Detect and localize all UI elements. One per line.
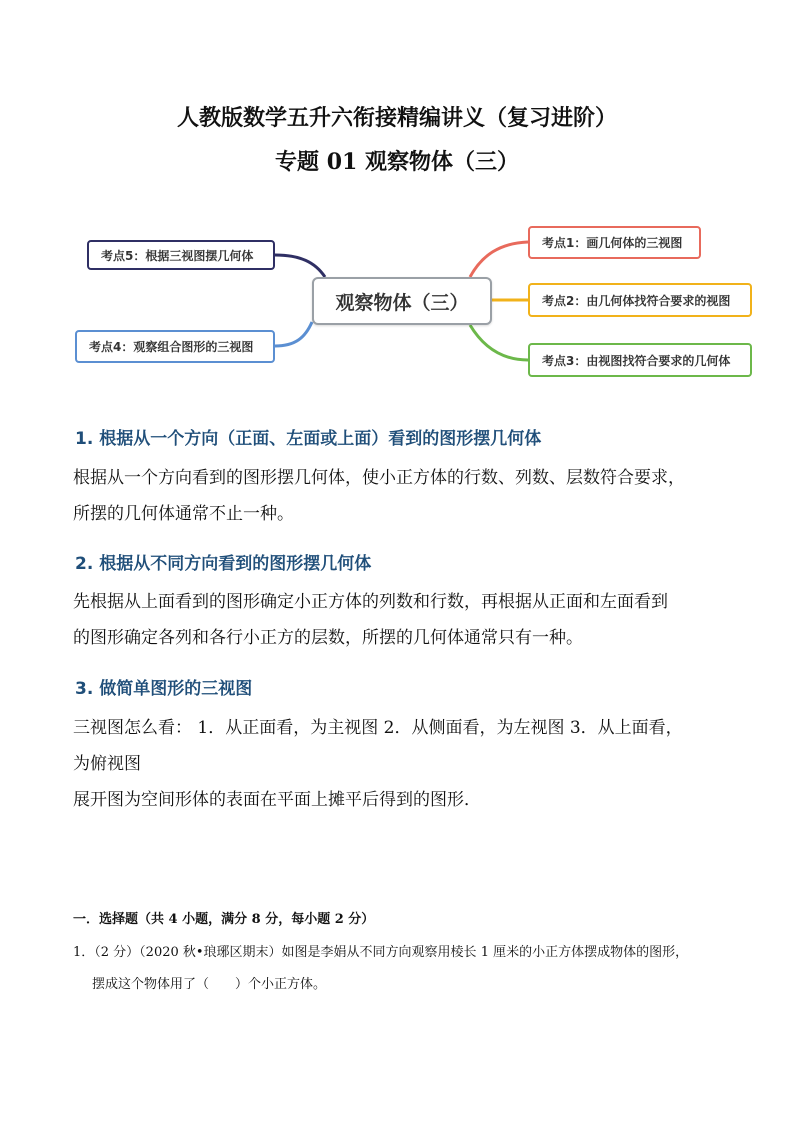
mind-map-node-3: 考点3：由视图找符合要求的几何体 xyxy=(528,343,752,377)
exercise-heading: 一．选择题（共 4 小题，满分 8 分，每小题 2 分） xyxy=(73,912,375,927)
mind-map-node-4: 考点4：观察组合图形的三视图 xyxy=(75,330,275,363)
connector-node-1 xyxy=(470,242,528,277)
mind-map-node-2: 考点2：由几何体找符合要求的视图 xyxy=(528,283,752,317)
section-3-line-1: 三视图怎么看： 1．从正面看，为主视图 2．从侧面看，为左视图 3．从上面看， xyxy=(73,718,683,738)
question-1-line-1: 1．（2 分）（2020 秋•琅琊区期末）如图是李娟从不同方向观察用棱长 1 厘米的小正方体摆成物体的图形， xyxy=(73,945,689,960)
mind-map-node-5: 考点5：根据三视图摆几何体 xyxy=(87,240,275,270)
section-1-body xyxy=(73,460,733,532)
mind-map-center: 观察物体（三） xyxy=(312,277,492,325)
mind-map-node-1: 考点1：画几何体的三视图 xyxy=(528,226,701,259)
section-3-line-3: 展开图为空间形体的表面在平面上摊平后得到的图形． xyxy=(73,790,481,810)
section-1-heading: 1. 根据从一个方向（正面、左面或上面）看到的图形摆几何体 xyxy=(75,429,542,449)
document-subtitle: 专题 01 观察物体（三） xyxy=(275,149,519,175)
section-3-heading: 3. 做简单图形的三视图 xyxy=(75,679,253,699)
section-3-line-2: 为俯视图 xyxy=(73,754,141,774)
section-3-body xyxy=(73,710,733,818)
connector-node-4 xyxy=(275,322,312,346)
question-1-line-2: 摆成这个物体用了（ ）个小正方体。 xyxy=(92,977,327,992)
section-2-line-1: 先根据从上面看到的图形确定小正方体的列数和行数，再根据从正面和左面看到 xyxy=(73,592,668,612)
section-1-line-2: 所摆的几何体通常不止一种。 xyxy=(73,504,294,524)
section-1-line-1: 根据从一个方向看到的图形摆几何体，使小正方体的行数、列数、层数符合要求， xyxy=(73,468,685,488)
section-2-line-2: 的图形确定各列和各行小正方的层数，所摆的几何体通常只有一种。 xyxy=(73,628,583,648)
connector-node-3 xyxy=(470,325,528,360)
connector-node-5 xyxy=(275,255,325,277)
document-title: 人教版数学五升六衔接精编讲义（复习进阶） xyxy=(176,105,617,131)
section-2-heading: 2. 根据从不同方向看到的图形摆几何体 xyxy=(75,554,372,574)
section-2-body xyxy=(73,584,733,656)
